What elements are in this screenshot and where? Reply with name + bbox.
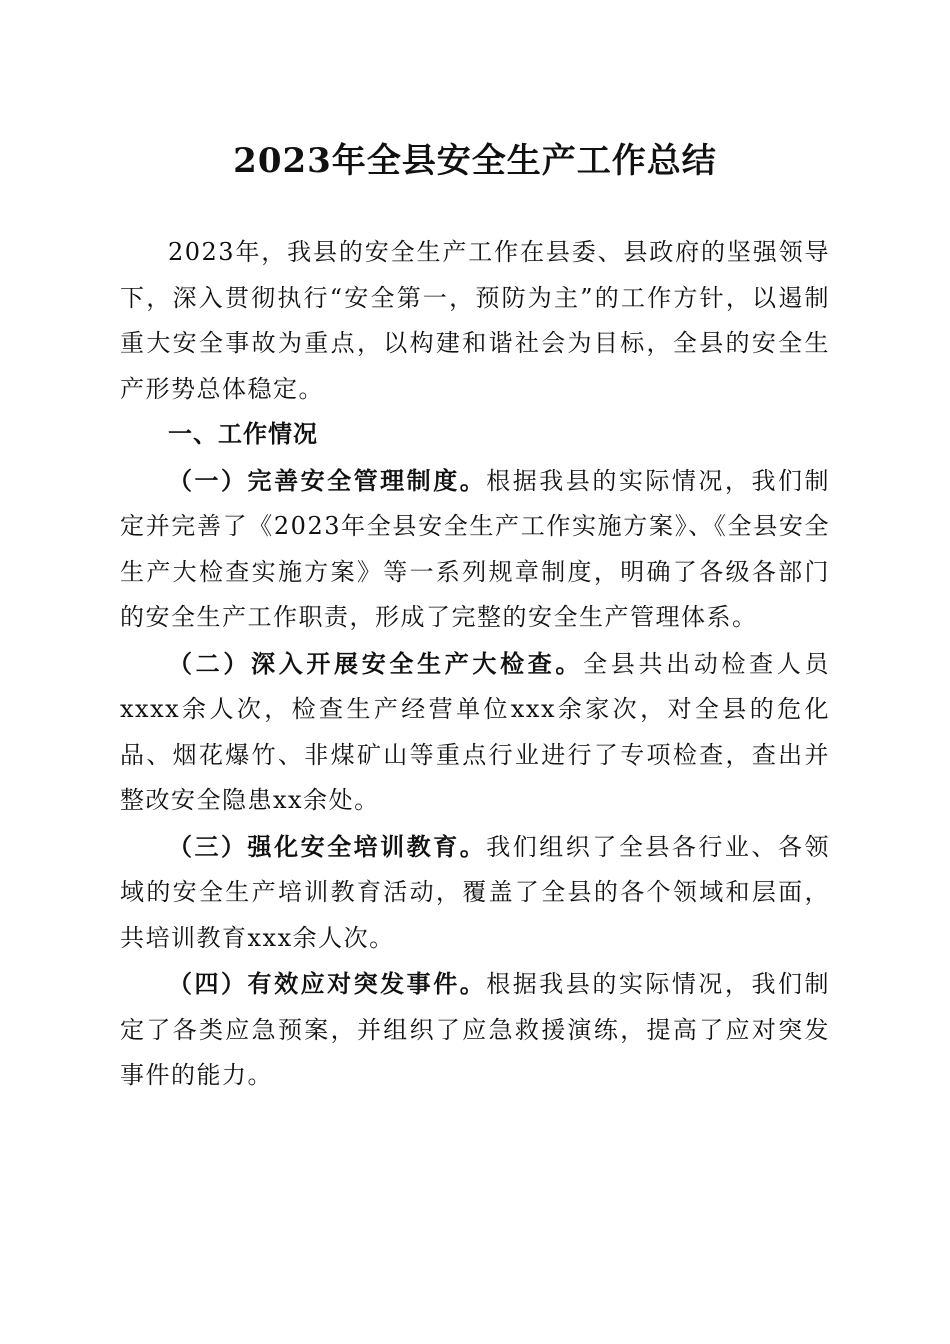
item-paragraph-4 <box>120 961 830 1099</box>
item-text-4: 根据我县的实际情况，我们制定了各类应急预案，并组织了应急救援演练，提高了应对突发事件的能力。 <box>120 970 830 1089</box>
section-heading: 一、工作情况 <box>168 420 318 448</box>
item-text-3: 我们组织了全县各行业、各领域的安全生产培训教育活动，覆盖了全县的各个领域和层面，共培训教育xxx余人次。 <box>120 832 830 952</box>
item-text-2: 全县共出动检查人员xxxx余人次，检查生产经营单位xxx余家次，对全县的危化品、烟花爆竹、非煤矿山等重点行业进行了专项检查，查出并整改安全隐患xx余处。 <box>120 649 831 814</box>
item-paragraph-3 <box>120 824 830 962</box>
item-paragraph-2 <box>120 641 830 824</box>
document-title: 2023年全县安全生产工作总结 <box>233 141 717 181</box>
item-label-1: （一）完善安全管理制度。 <box>168 465 487 495</box>
item-label-2: （二）深入开展安全生产大检查。 <box>168 648 584 678</box>
intro-paragraph: 2023年，我县的安全生产工作在县委、县政府的坚强领导下，深入贯彻执行“安全第一，预防为主”的工作方针，以遏制重大安全事故为重点，以构建和谐社会为目标，全县的安全生产形势总体稳定。 <box>120 238 830 403</box>
item-text-1: 根据我县的实际情况，我们制定并完善了《2023年全县安全生产工作实施方案》、《全县安全生产大检查实施方案》等一系列规章制度，明确了各级各部门的安全生产工作职责，形成了完整的安全生产管理体系。 <box>120 466 830 631</box>
item-label-4: （四）有效应对突发事件。 <box>168 969 487 998</box>
document-body <box>120 230 830 1099</box>
item-paragraph-1 <box>120 458 830 641</box>
item-label-3: （三）强化安全培训教育。 <box>168 831 487 861</box>
